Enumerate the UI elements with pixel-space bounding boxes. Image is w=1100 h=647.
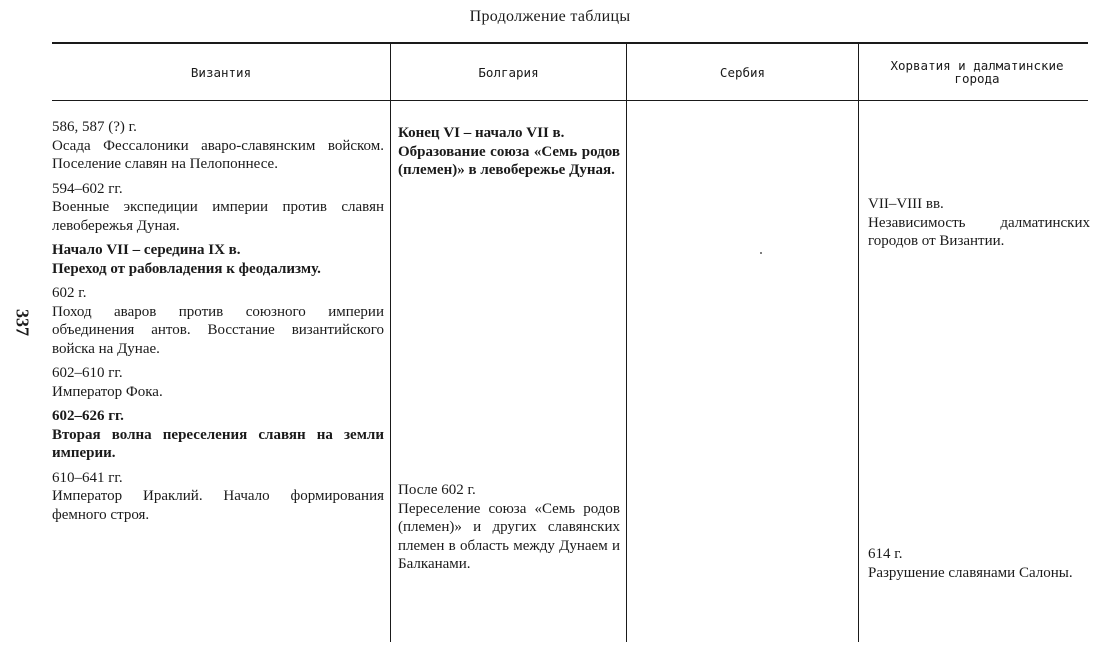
entry-date: Начало VII – середина IX в. [52,242,241,258]
entry-text: Военные экспедиции империи против славян левобережья Дуная. [52,199,384,234]
entry-date: 614 г. [868,546,903,562]
entry-date: Конец VI – начало VII в. [398,125,565,141]
byzantium-column [52,118,384,530]
entry-date: 610–641 гг. [52,469,123,486]
entry-text: Император Ираклий. Начало формирования фемного строя. [52,488,384,523]
header-croatia: Хорватия и далматинские города [890,58,1064,86]
entry-date: 602–610 гг. [52,365,123,381]
bulgaria-entry [398,124,620,180]
page-number: 337 [12,309,33,336]
croatia-entry [868,195,1090,251]
byzantium-entry [52,469,384,525]
entry-text: Разрушение славянами Салоны. [868,564,1073,581]
byzantium-entry [52,364,384,401]
entry-date: 586, 587 (?) г. [52,119,137,135]
entry-date: После 602 г. [398,482,476,498]
byzantium-entry [52,407,384,463]
byzantium-entry [52,241,384,278]
croatia-column-lower [868,545,1090,588]
column-divider [626,44,627,642]
byzantium-entry [52,118,384,174]
table-header-rule [52,100,1088,101]
column-divider [858,44,859,642]
entry-text: Поход аваров против союзного империи объединения антов. Восстание византийского войска на Дунае. [52,303,384,357]
continuation-title: Продолжение таблицы [469,8,631,25]
entry-text: Независимость далматинских городов от Византии. [868,214,1090,249]
bulgaria-column-lower [398,481,620,580]
header-bulgaria: Болгария [478,64,539,80]
byzantium-entry [52,180,384,236]
entry-date: 602 г. [52,285,87,301]
stray-mark [760,252,762,254]
entry-text: Вторая волна переселения славян на земли империи. [52,426,384,461]
croatia-entry [868,545,1090,582]
entry-text: Переход от рабовладения к феодализму. [52,260,321,277]
entry-text: Император Фока. [52,383,163,400]
entry-text: Переселение союза «Семь родов (племен)» и других славянских племен в область между Дунаем и Балканами. [398,500,620,572]
entry-text: Осада Фессалоники аваро-славянским войском. Поселение славян на Пелопоннесе. [52,137,384,172]
header-serbia: Сербия [719,64,766,80]
column-divider [390,44,391,642]
byzantium-entry [52,284,384,358]
bulgaria-column [398,124,620,186]
entry-date: 594–602 гг. [52,180,123,197]
croatia-column [868,195,1090,257]
bulgaria-entry [398,481,620,574]
entry-date: 602–626 гг. [52,408,124,424]
header-byzantium: Византия [190,64,252,80]
entry-text: Образование союза «Семь родов (племен)» в левобережье Дуная. [398,143,620,178]
entry-date: VII–VIII вв. [868,196,944,212]
